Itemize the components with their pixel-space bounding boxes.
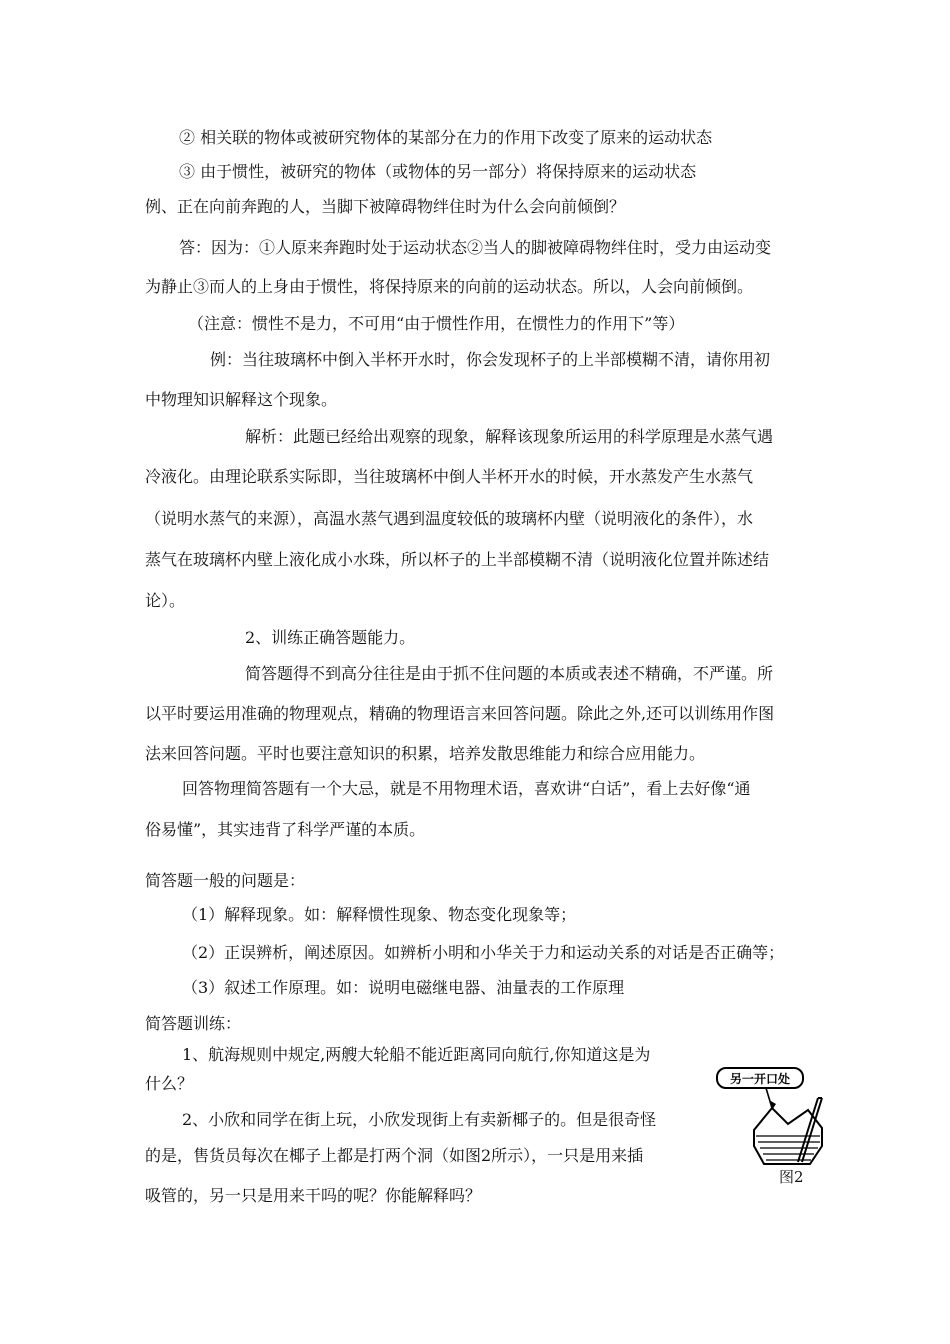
text-line-10: 冷液化。由理论联系实际即，当往玻璃杯中倒人半杯开水的时候，开水蒸发产生水蒸气 [145, 467, 754, 486]
text-line-24: 简答题训练： [145, 1014, 242, 1033]
figure-caption: 图2 [779, 1168, 804, 1186]
text-line-4: 答：因为：①人原来奔跑时处于运动状态②当人的脚被障碍物绊住时，受力由运动变 [179, 238, 772, 257]
text-line-16: 以平时要运用准确的物理观点，精确的物理语言来回答问题。除此之外,还可以训练用作图 [145, 704, 775, 723]
text-line-7: 例：当往玻璃杯中倒入半杯开水时，你会发现杯子的上半部模糊不清，请你用初 [210, 350, 771, 369]
text-line-19: 俗易懂”，其实违背了科学严谨的本质。 [145, 820, 426, 839]
text-line-22: （2）正误辨析，阐述原因。如辨析小明和小华关于力和运动关系的对话是否正确等； [182, 943, 785, 962]
text-line-25: 1、航海规则中规定,两艘大轮船不能近距离同向航行,你知道这是为 [182, 1045, 651, 1064]
text-line-18: 回答物理简答题有一个大忌，就是不用物理术语，喜欢讲“白话”，看上去好像“通 [182, 779, 751, 798]
text-line-3: 例、正在向前奔跑的人，当脚下被障碍物绊住时为什么会向前倾倒？ [145, 197, 626, 216]
text-line-5: 为静止③而人的上身由于惯性，将保持原来的向前的运动状态。所以，人会向前倾倒。 [145, 277, 754, 296]
text-line-15: 简答题得不到高分往往是由于抓不住问题的本质或表述不精确，不严谨。所 [245, 664, 774, 683]
text-line-14: 2、训练正确答题能力。 [245, 628, 416, 647]
text-line-8: 中物理知识解释这个现象。 [145, 390, 338, 409]
text-line-9: 解析：此题已经给出观察的现象，解释该现象所运用的科学原理是水蒸气遇 [245, 427, 774, 446]
text-line-21: （1）解释现象。如：解释惯性现象、物态变化现象等； [182, 905, 577, 924]
text-line-12: 蒸气在玻璃杯内壁上液化成小水珠，所以杯子的上半部模糊不清（说明液化位置并陈述结 [145, 550, 770, 569]
text-line-13: 论）。 [145, 591, 186, 610]
text-line-29: 吸管的，另一只是用来干吗的呢？你能解释吗？ [145, 1186, 482, 1205]
text-line-23: （3）叙述工作原理。如：说明电磁继电器、油量表的工作原理 [182, 978, 625, 997]
text-line-6: （注意：惯性不是力，不可用“由于惯性作用，在惯性力的作用下”等） [188, 314, 685, 333]
coconut-figure [714, 1066, 834, 1196]
text-line-28: 的是，售货员每次在椰子上都是打两个洞（如图2所示），一只是用来插 [145, 1146, 644, 1165]
coconut-with-straw-diagram [714, 1066, 834, 1196]
figure-label: 另一开口处 [729, 1072, 791, 1086]
text-line-2: ③ 由于惯性，被研究的物体（或物体的另一部分）将保持原来的运动状态 [179, 162, 697, 181]
text-line-20: 简答题一般的问题是： [145, 871, 306, 890]
text-line-27: 2、小欣和同学在街上玩，小欣发现街上有卖新椰子的。但是很奇怪 [182, 1110, 657, 1129]
text-line-11: （说明水蒸气的来源），高温水蒸气遇到温度较低的玻璃杯内壁（说明液化的条件），水 [145, 509, 754, 528]
text-line-26: 什么？ [145, 1074, 194, 1093]
text-line-1: ② 相关联的物体或被研究物体的某部分在力的作用下改变了原来的运动状态 [179, 128, 713, 147]
text-line-17: 法来回答问题。平时也要注意知识的积累，培养发散思维能力和综合应用能力。 [145, 744, 706, 763]
